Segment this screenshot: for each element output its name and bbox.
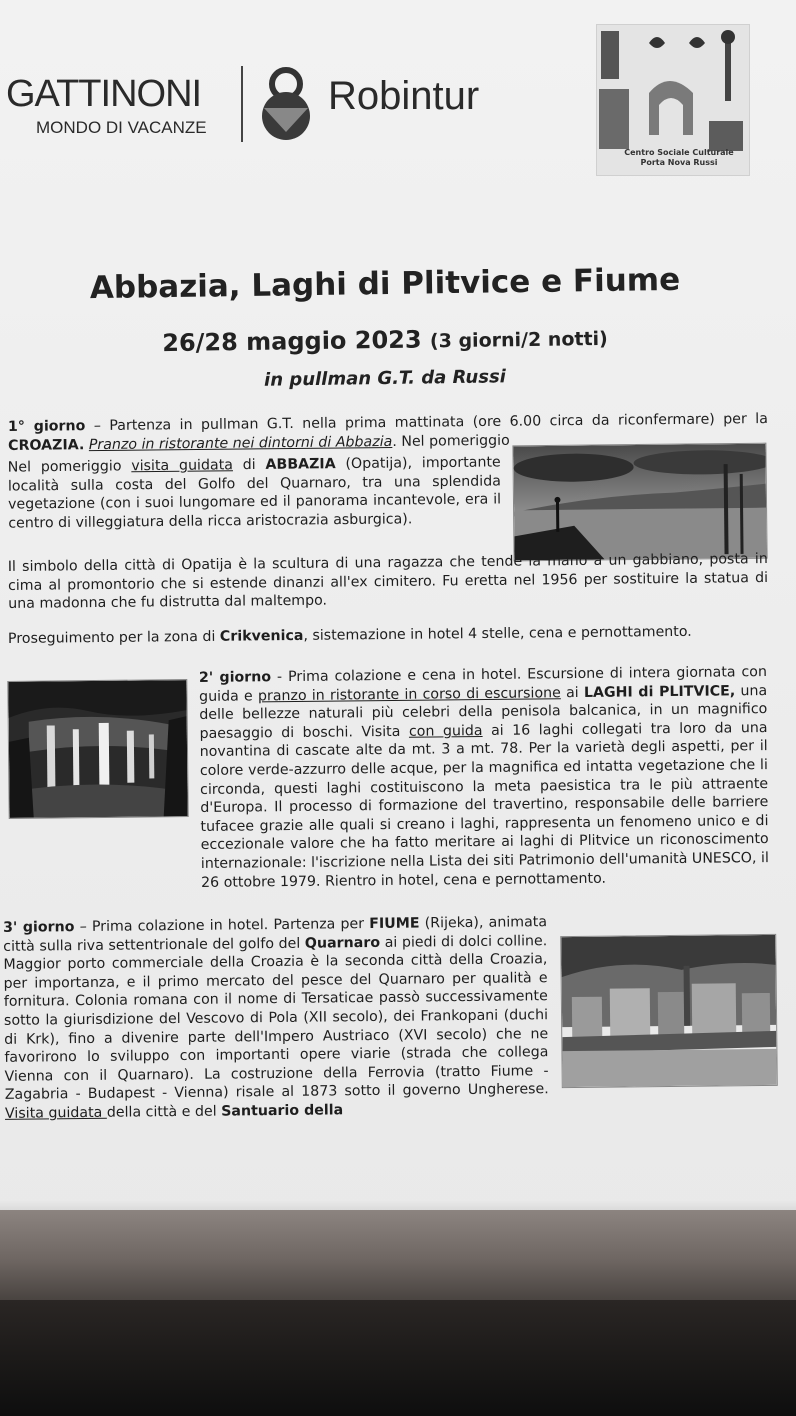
day2-plitvice: LAGHI di PLITVICE, [583,682,736,701]
trip-dates [0,321,770,360]
day1-text6: Proseguimento per la zona di [7,628,220,647]
plitvice-photo [7,679,188,819]
day3-quarnaro: Quarnaro [304,934,381,952]
day3-fiume: FIUME [369,915,420,933]
day1-text3: di [232,456,266,474]
logo-divider [241,66,243,142]
day3-text2: (Rijeka), animata città sulla riva settentrionale del golfo del [3,914,548,955]
trip-dates-main: 26/28 maggio 2023 [162,325,422,358]
day1-text7: , sistemazione in hotel 4 stelle, cena e pernottamento. [303,623,692,644]
day3-text4: della città e del [106,1103,222,1121]
day3-paragraph-intro [3,913,549,1123]
day3-guided-visit: Visita guidata [4,1104,107,1122]
day3-label: 3' giorno [2,919,75,936]
stamp-caption-line1: Centro Sociale Culturale [624,148,734,157]
gattinoni-logo [6,74,231,138]
day2-text2: ai [560,684,584,701]
day1-paragraph-hotel [8,622,768,649]
robintur-logo-icon [259,64,313,142]
day1-text2: . Nel pomeriggio [392,432,510,450]
opatija-photo [512,443,767,562]
day2-text1: - Prima colazione e cena in hotel. Escursione di intera giornata con guida e [199,664,768,705]
day3-text3: ai piedi di dolci colline. Maggior porto commerciale della Croazia è la seconda città della Croazia, per importanza, e il primo mercato del pesce del Quarnaro per qualità e fornitura. Colonia romana con il nome di Tersaticae passò successivamente sotto la giurisdizione del Vescovo di Pola (XII secolo), dei Frankopani (duchi di Krk), fino a divenire parte dell'Impero Austriaco (XVI secolo) che ne favorirono lo sviluppo con importanti opere viarie (strada che collega Vienna con il Quarnaro). La costruzione della Ferrovia (tratto Fiume - Zagabria - Budapest - Vienna) risale al 1873 sotto il governo Ungherese. [3,932,549,1104]
fiume-photo [560,934,778,1088]
table-edge [0,1210,796,1310]
day2-text3: una delle bellezze naturali più celebri della penisola balcanica, in un magnifico paesaggio di boschi. Visita [199,682,768,742]
day1-guided-visit: visita guidata [131,457,234,475]
background-floor [0,1300,796,1416]
day1-croazia: CROAZIA. [8,436,85,454]
day2-text4: ai 16 laghi collegati tra loro da una novantina di cascate alte da mt. 3 a mt. 78. Per la varietà degli aspetti, per il colore verde-azzurro delle acque, per la magnifica ed intatta vegetazione che li circonda, questi laghi costituiscono la meta paesistica tra le più attraente d'Europa. Il processo di formazione del travertino, responsabile delle barriere tufacee grazie alle quali si creano i laghi, rappresenta un fenomeno unico e di eccezionale valore che ha fatto meritare ai laghi di Plitvice un riconoscimento internazionale: l'iscrizione nella Lista dei siti Patrimonio dell'umanità UNESCO, il 26 ottobre 1979. Rientro in hotel, cena e pernottamento. [199,719,769,891]
day1-paragraph-intro [8,410,768,455]
stamp-caption-line2: Porta Nova Russi [640,158,718,167]
transport-info: in pullman G.T. da Russi [263,366,507,391]
day1-paragraph-symbol: Il simbolo della città di Opatija è la scultura di una ragazza che tende la mano a un gabbiano, posta in cima al promontorio che si estende dinanzi all'ex cimitero. Fu eretta nel 1956 per sostituire la statua di una madonna che fu distrutta dal maltempo. [7,551,769,613]
robintur-name: Robintur [328,74,480,118]
day3-sanctuary: Santuario della [221,1102,344,1120]
page-title: Abbazia, Laghi di Plitvice e Fiume [89,261,681,307]
stamp-caption [612,148,746,168]
day1-lunch: Pranzo in ristorante nei dintorni di Abbazia [88,433,393,453]
day1-abbazia: ABBAZIA [265,456,336,473]
gattinoni-name: GATTINONI [6,73,202,115]
day1-text1: – Partenza in pullman G.T. nella prima mattinata (ore 6.00 circa da riconfermare) per la [85,411,768,435]
day2-lunch: pranzo in ristorante in corso di escursione [257,684,561,704]
day2-with-guide: con guida [408,722,483,740]
trip-dates-detail: (3 giorni/2 notti) [429,327,608,353]
day1-crikvenica: Crikvenica [219,627,304,645]
day2-paragraph-intro [199,663,769,892]
day1-paragraph-abbazia [8,453,502,533]
day1-label: 1° giorno [7,418,86,435]
day3-text1: – Prima colazione in hotel. Partenza per [74,916,370,936]
gattinoni-subtitle: MONDO DI VACANZE [36,118,207,137]
day1-text2b: Nel pomeriggio [7,458,132,476]
day1-text4: (Opatija), importante località sulla costa del Golfo del Quarnaro, tra una splendida vegetazione (con i suoi lungomare ed il panorama incantevole, era il centro di villeggiatura della ricca aristocrazia asburgica). [7,454,502,532]
day2-label: 2' giorno [198,669,272,686]
